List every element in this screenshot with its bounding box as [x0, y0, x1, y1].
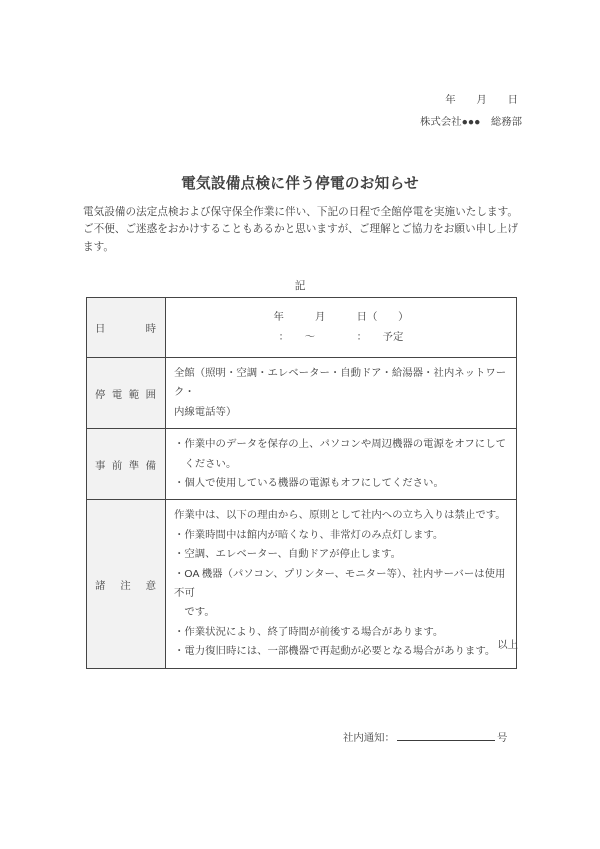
content-line: 作業中は、以下の理由から、原則として社内への立ち入りは禁止です。: [174, 510, 506, 522]
table-row-datetime: [87, 298, 517, 358]
content-line: ・作業状況により、終了時間が前後する場合があります。: [174, 626, 444, 638]
notice-table: [86, 297, 517, 669]
row-content-scope: [166, 358, 517, 429]
content-line: です。: [184, 607, 215, 619]
content-line: ・作業中のデータを保存の上、パソコンや周辺機器の電源をオフにして: [174, 439, 506, 451]
content-line: ・電力復旧時には、一部機器で再起動が必要となる場合があります。: [174, 646, 496, 658]
table-row-notes: [87, 500, 517, 668]
closing-marker: 以上: [497, 640, 518, 651]
content-line: ： ～ ： 予定: [278, 331, 404, 343]
content-line: 内線電話等）: [174, 406, 237, 418]
body-paragraph: 電気設備の法定点検および保守保全作業に伴い、下記の日程で全館停電を実施いたします。ご不便、ご迷惑をおかけすることもあるかと思いますが、ご理解とご協力をお願い申し上げます。: [83, 206, 518, 253]
row-content-notes: [166, 500, 517, 668]
row-label-preparation: 事前準備: [87, 429, 166, 500]
row-content-datetime: [166, 298, 517, 358]
table-row-preparation: [87, 429, 517, 500]
table-row-scope: [87, 358, 517, 429]
row-label-datetime: 日時: [87, 298, 166, 358]
notice-number-label: 社内通知：: [343, 733, 395, 744]
content-line: 年 月 日（ ）: [273, 312, 409, 324]
issuer-line: 株式会社●●● 総務部: [420, 117, 522, 128]
content-line: 全館（照明・空調・エレベーター・自動ドア・給湯器・社内ネットワーク・: [174, 368, 507, 399]
date-line: 年 月 日: [445, 95, 518, 106]
content-line: ・OA 機器（パソコン、プリンター、モニター等）、社内サーバーは使用不可: [174, 568, 506, 600]
notice-number-row: [343, 727, 507, 744]
row-label-scope: 停電範囲: [87, 358, 166, 429]
record-marker: 記: [294, 280, 306, 292]
content-line: ・作業時間中は館内が暗くなり、非常灯のみ点灯します。: [174, 529, 444, 541]
row-label-notes: 諸注意: [87, 500, 166, 668]
content-line: ・空調、エレベーター、自動ドアが停止します。: [174, 549, 402, 561]
content-line: ください。: [184, 458, 237, 470]
document-title: 電気設備点検に伴う停電のお知らせ: [181, 176, 419, 192]
notice-number-field[interactable]: [397, 727, 495, 741]
content-line: ・個人で使用している機器の電源もオフにしてください。: [174, 478, 444, 490]
notice-number-suffix: 号: [496, 733, 508, 744]
row-content-preparation: [166, 429, 517, 500]
